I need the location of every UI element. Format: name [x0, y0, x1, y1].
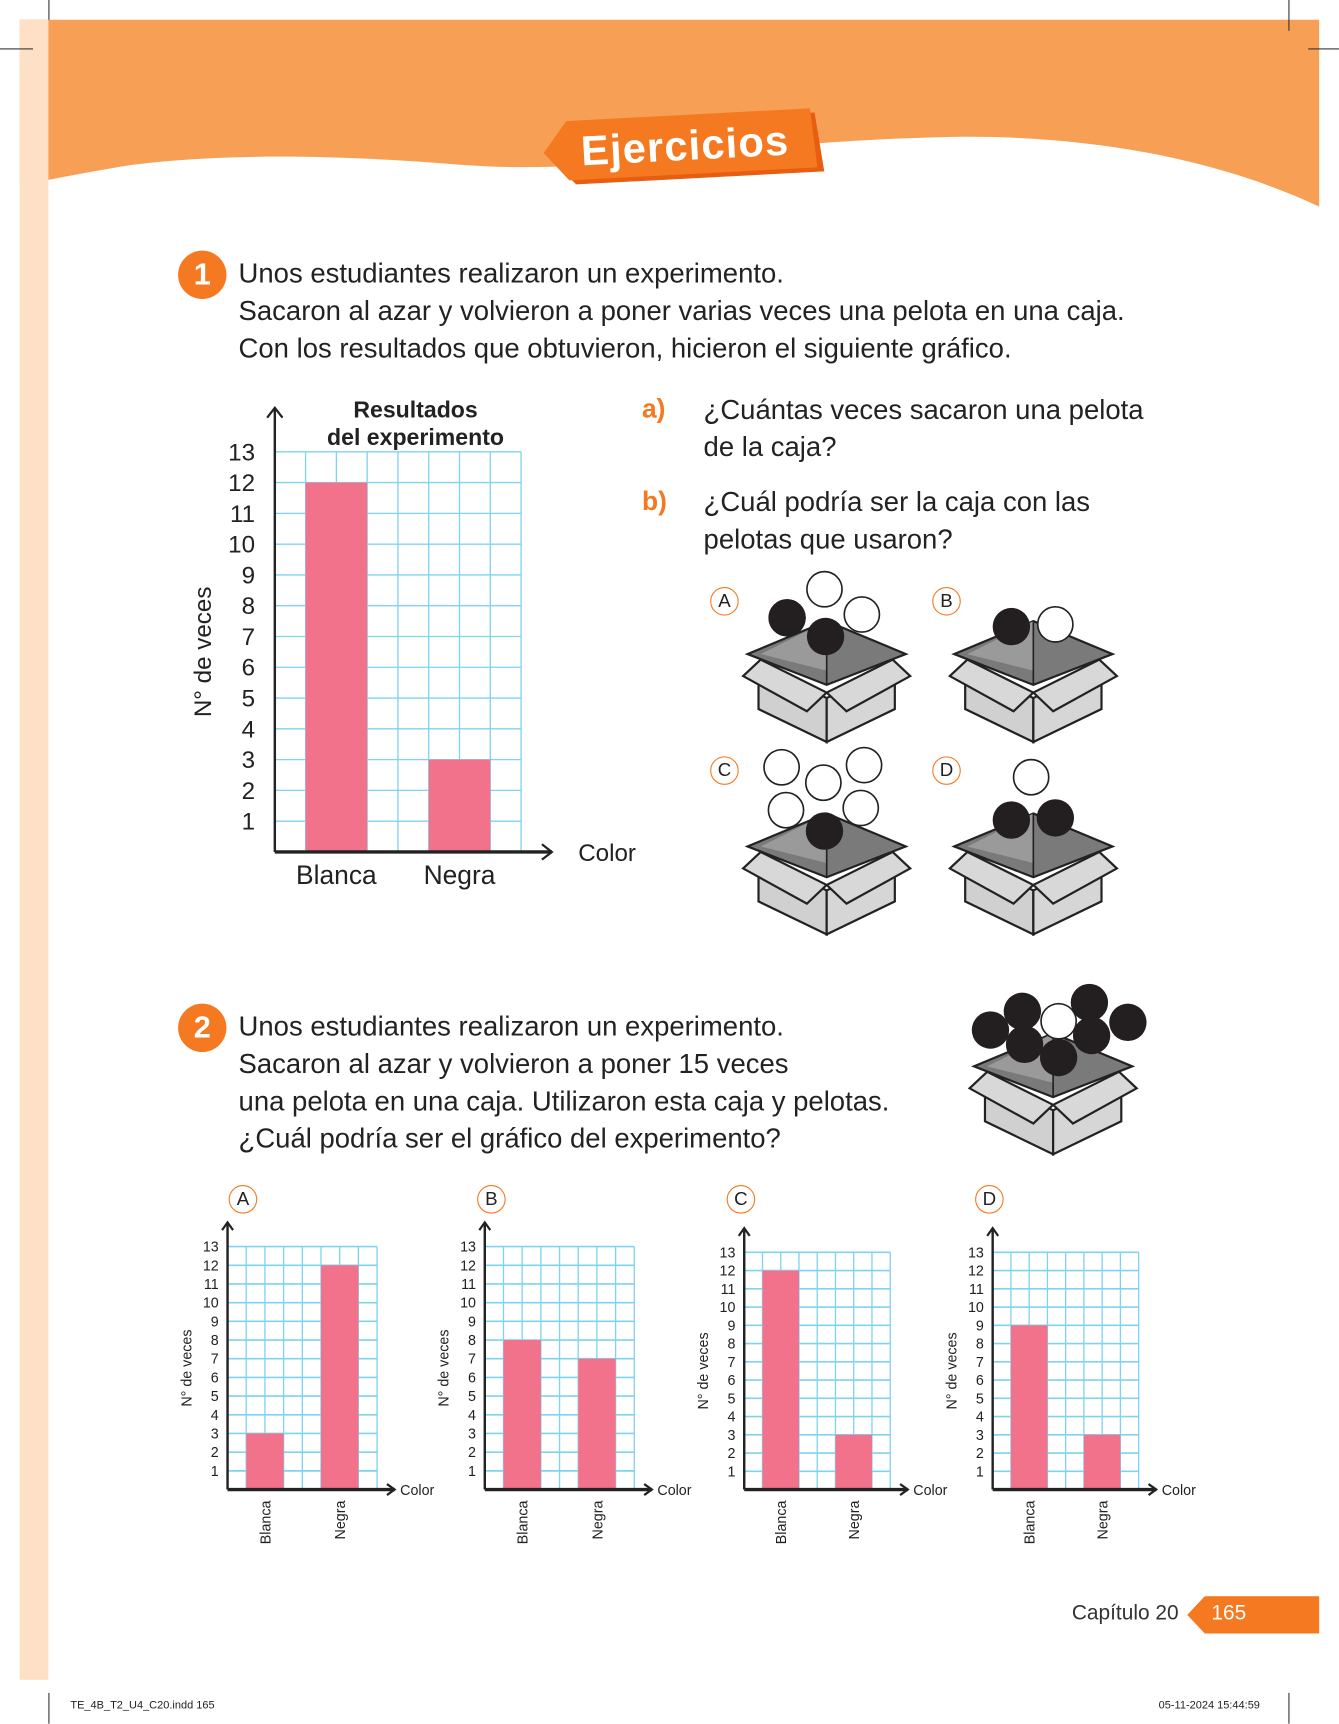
- y-tick-label: 1: [727, 1464, 736, 1481]
- ex2-line: una pelota en una caja. Utilizaron esta caja y pelotas.: [238, 1086, 890, 1117]
- y-tick-label: 6: [975, 1373, 984, 1390]
- black-ball: [1109, 1004, 1146, 1041]
- bar-blanca: [246, 1433, 283, 1489]
- white-ball: [768, 793, 803, 828]
- y-tick-label: 3: [727, 1427, 736, 1444]
- white-ball: [844, 597, 879, 632]
- black-ball: [1037, 799, 1074, 836]
- option-label[interactable]: B: [477, 1185, 506, 1214]
- y-tick-label: 13: [719, 1245, 736, 1262]
- y-tick-label: 7: [241, 623, 256, 651]
- y-axis-label: N° de veces: [190, 586, 218, 718]
- x-tick-label: Blanca: [258, 1500, 275, 1545]
- ex1-line: Unos estudiantes realizaron un experimento.: [238, 258, 784, 290]
- side-strip: [20, 20, 49, 1680]
- white-ball: [1014, 760, 1049, 795]
- y-tick-label: 11: [229, 500, 256, 528]
- option-label[interactable]: A: [710, 587, 739, 616]
- x-tick-label: Blanca: [774, 1500, 791, 1545]
- x-axis-label: Color: [400, 1483, 435, 1500]
- y-tick-label: 4: [210, 1407, 219, 1424]
- y-tick-label: 2: [241, 777, 256, 805]
- y-tick-label: 9: [241, 562, 256, 590]
- y-axis-label: N° de veces: [695, 1332, 712, 1410]
- y-tick-label: 2: [727, 1446, 736, 1463]
- white-ball: [807, 572, 842, 607]
- y-tick-label: 10: [967, 1300, 984, 1317]
- bar-negra: [429, 760, 491, 852]
- white-ball: [806, 765, 841, 800]
- file-slug: TE_4B_T2_U4_C20.indd 165: [70, 1699, 215, 1712]
- section-tag: [549, 109, 791, 176]
- option-label[interactable]: B: [932, 587, 961, 616]
- y-tick-label: 11: [461, 1276, 476, 1293]
- x-axis-label: Color: [657, 1483, 692, 1500]
- page-number: 165: [1211, 1601, 1247, 1625]
- y-tick-label: 13: [460, 1239, 476, 1256]
- box-option-d: [934, 737, 1132, 957]
- y-tick-label: 4: [975, 1409, 984, 1426]
- y-tick-label: 5: [468, 1389, 476, 1406]
- bar-blanca: [1011, 1325, 1047, 1489]
- exercise-number: 1: [178, 251, 226, 299]
- bar-negra: [1084, 1435, 1120, 1490]
- black-ball: [806, 812, 843, 849]
- y-tick-label: 10: [202, 1295, 219, 1312]
- question-line: ¿Cuál podría ser la caja con las: [703, 486, 1091, 518]
- y-tick-label: 4: [468, 1407, 476, 1424]
- option-label[interactable]: D: [932, 756, 961, 785]
- black-ball: [1040, 1039, 1077, 1076]
- ex1-line: Con los resultados que obtuvieron, hicieron el siguiente gráfico.: [238, 333, 1012, 364]
- y-tick-label: 8: [241, 593, 256, 621]
- y-tick-label: 1: [468, 1463, 476, 1480]
- y-tick-label: 13: [967, 1245, 984, 1262]
- y-tick-label: 7: [210, 1351, 219, 1368]
- black-ball: [1071, 984, 1108, 1021]
- white-ball: [764, 750, 799, 785]
- x-tick-label: Negra: [847, 1500, 864, 1540]
- black-ball: [993, 608, 1030, 645]
- y-tick-label: 2: [975, 1446, 984, 1463]
- ex1-line: Sacaron al azar y volvieron a poner varias veces una pelota en una caja.: [238, 295, 1125, 327]
- y-tick-label: 6: [468, 1370, 476, 1387]
- y-tick-label: 6: [210, 1370, 219, 1387]
- bar-negra: [835, 1435, 871, 1490]
- y-tick-label: 7: [975, 1354, 984, 1371]
- bar-blanca: [306, 483, 368, 852]
- y-tick-label: 4: [241, 716, 256, 744]
- y-tick-label: 12: [719, 1263, 736, 1280]
- y-tick-label: 3: [468, 1426, 476, 1443]
- white-ball: [1038, 607, 1073, 642]
- black-ball: [807, 618, 844, 655]
- option-label[interactable]: C: [710, 756, 739, 785]
- bar-negra: [321, 1265, 358, 1489]
- y-tick-label: 13: [202, 1239, 219, 1256]
- option-label[interactable]: D: [975, 1185, 1004, 1214]
- white-ball: [1041, 1004, 1076, 1039]
- x-axis-label: Color: [578, 839, 636, 867]
- y-tick-label: 7: [468, 1351, 476, 1368]
- black-ball: [1006, 1026, 1043, 1063]
- y-tick-label: 9: [727, 1318, 736, 1335]
- y-tick-label: 5: [727, 1391, 736, 1408]
- y-tick-label: 11: [720, 1281, 736, 1298]
- page-number-tab: [1187, 1596, 1321, 1633]
- y-tick-label: 8: [468, 1333, 476, 1350]
- y-tick-label: 10: [228, 531, 256, 559]
- y-tick-label: 12: [967, 1263, 984, 1280]
- black-ball: [1004, 993, 1041, 1030]
- chart-title: Resultados: [353, 396, 478, 423]
- y-axis-label: N° de veces: [436, 1329, 453, 1407]
- y-tick-label: 5: [975, 1391, 984, 1408]
- y-tick-label: 5: [241, 685, 256, 713]
- y-tick-label: 11: [969, 1281, 984, 1298]
- question-line: pelotas que usaron?: [703, 524, 953, 556]
- x-axis-label: Color: [913, 1483, 948, 1500]
- x-tick-label: Blanca: [1022, 1500, 1039, 1545]
- ex1-text: [239, 255, 1125, 367]
- y-tick-label: 10: [719, 1300, 736, 1317]
- y-tick-label: 9: [468, 1314, 476, 1331]
- y-axis-label: N° de veces: [944, 1332, 961, 1410]
- chart-title: del experimento: [327, 424, 505, 451]
- x-tick-label: Negra: [333, 1500, 350, 1540]
- y-tick-label: 9: [975, 1318, 984, 1335]
- y-tick-label: 1: [241, 808, 256, 836]
- white-ball: [843, 790, 878, 825]
- y-tick-label: 11: [203, 1276, 219, 1293]
- y-tick-label: 2: [210, 1445, 219, 1462]
- y-tick-label: 1: [210, 1463, 219, 1480]
- ex2-line: Unos estudiantes realizaron un experimento.: [238, 1011, 784, 1043]
- y-tick-label: 3: [210, 1426, 219, 1443]
- y-tick-label: 2: [468, 1445, 476, 1462]
- question-line: de la caja?: [703, 432, 837, 463]
- x-axis-label: Color: [1161, 1483, 1196, 1500]
- bar-blanca: [762, 1271, 798, 1490]
- question-label: b): [641, 486, 667, 517]
- y-tick-label: 13: [228, 439, 256, 467]
- ex2-line: ¿Cuál podría ser el gráfico del experimento?: [238, 1123, 781, 1155]
- y-tick-label: 12: [460, 1258, 476, 1275]
- y-tick-label: 8: [727, 1336, 736, 1353]
- print-datetime: 05-11-2024 15:44:59: [1158, 1699, 1260, 1712]
- y-tick-label: 9: [210, 1314, 219, 1331]
- y-tick-label: 7: [727, 1354, 736, 1371]
- y-tick-label: 8: [210, 1333, 219, 1350]
- question-label: a): [641, 394, 666, 425]
- option-label[interactable]: A: [229, 1185, 258, 1214]
- x-tick-label: Blanca: [515, 1500, 532, 1545]
- y-tick-label: 12: [202, 1258, 219, 1275]
- exercise-number: 2: [178, 1004, 226, 1052]
- box-option-b: [934, 544, 1132, 764]
- y-tick-label: 3: [975, 1427, 984, 1444]
- y-tick-label: 12: [228, 470, 256, 498]
- y-tick-label: 5: [210, 1389, 219, 1406]
- black-ball: [993, 801, 1030, 838]
- y-tick-label: 6: [727, 1373, 736, 1390]
- ex2-text: [239, 1008, 890, 1158]
- chapter-label: Capítulo 20: [1071, 1601, 1179, 1625]
- y-tick-label: 10: [460, 1295, 476, 1312]
- bar-negra: [578, 1359, 615, 1490]
- black-ball: [768, 599, 805, 636]
- ex2-box: [954, 956, 1152, 1176]
- x-tick-label: Negra: [590, 1500, 607, 1540]
- ex2-line: Sacaron al azar y volvieron a poner 15 veces: [238, 1048, 789, 1080]
- y-tick-label: 6: [241, 654, 256, 682]
- x-tick-label: Negra: [423, 859, 496, 890]
- y-tick-label: 4: [727, 1409, 736, 1426]
- question-line: ¿Cuántas veces sacaron una pelota: [703, 394, 1144, 426]
- question-a: [642, 391, 1144, 466]
- y-tick-label: 3: [241, 747, 256, 775]
- box-option-c: [728, 737, 926, 957]
- x-tick-label: Negra: [1095, 1500, 1112, 1540]
- option-label[interactable]: C: [727, 1185, 756, 1214]
- section-title: Ejercicios: [579, 118, 791, 176]
- white-ball: [846, 748, 881, 783]
- bar-blanca: [503, 1340, 540, 1490]
- x-tick-label: Blanca: [296, 859, 377, 890]
- y-tick-label: 1: [975, 1464, 984, 1481]
- black-ball: [1073, 1017, 1110, 1054]
- y-tick-label: 8: [975, 1336, 984, 1353]
- black-ball: [972, 1011, 1009, 1048]
- box-option-a: [728, 544, 926, 764]
- y-axis-label: N° de veces: [179, 1329, 196, 1407]
